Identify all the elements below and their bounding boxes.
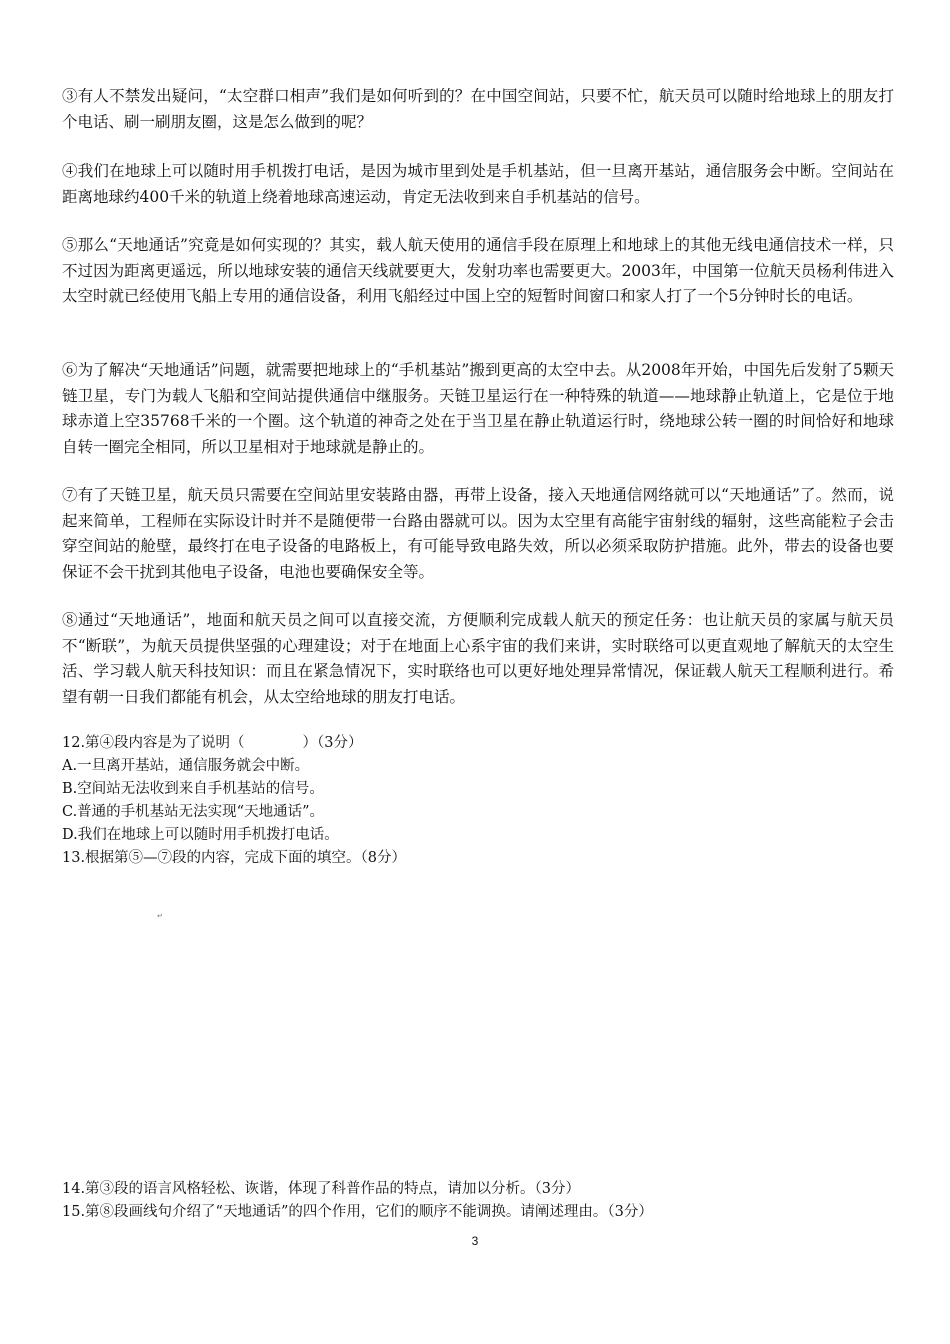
question-14: 14.第③段的语言风格轻松、诙谐，体现了科普作品的特点，请加以分析。（3分） [62, 1181, 581, 1197]
question-12-option-b: B.空间站无法收到来自手机基站的信号。 [62, 781, 324, 797]
question-12-option-c: C.普通的手机基站无法实现“天地通话”。 [62, 804, 325, 820]
paragraph-4: ④我们在地球上可以随时用手机拨打电话，是因为城市里到处是手机基站，但一旦离开基站，通信服务会中断。空间站在距离地球约400千米的轨道上绕着地球高速运动，肯定无法收到来自手机基站的信号。 [62, 162, 894, 206]
questions-14-15 [62, 1178, 894, 1224]
question-12-option-a: A.一旦离开基站，通信服务就会中断。 [62, 758, 310, 774]
paragraph-3: ③有人不禁发出疑问，“太空群口相声”我们是如何听到的？在中国空间站，只要不忙，航天员可以随时给地球上的朋友打个电话、刷一刷朋友圈，这是怎么做到的呢？ [62, 87, 894, 131]
paragraph-6: ⑥为了解决“天地通话”问题，就需要把地球上的“手机基站”搬到更高的太空中去。从2008年开始，中国先后发射了5颗天链卫星，专门为载人飞船和空间站提供通信中继服务。天链卫星运行在一种特殊的轨道——地球静止轨道上，它是位于地球赤道上空35768千米的一个圈。这个轨道的神奇之处在于当卫星在静止轨道运行时，绕地球公转一圈的时间恰好和地球自转一圈完全相同，所以卫星相对于地球就是静止的。 [62, 361, 894, 456]
paragraph-8: ⑧通过“天地通话”，地面和航天员之间可以直接交流，方便顺利完成载人航天的预定任务：也让航天员的家属与航天员不“断联”，为航天员提供坚强的心理建设；对于在地面上心系宇宙的我们来讲，实时联络可以更直观地了解航天的太空生活、学习载人航天科技知识：而且在紧急情况下，实时联络也可以更好地处理异常情况，保证载人航天工程顺利进行。希望有朝一日我们都能有机会，从太空给地球的朋友打电话。 [62, 611, 894, 706]
question-12-stem: 12.第④段内容是为了说明（ ）（3分） [62, 735, 363, 751]
paragraph-5: ⑤那么“天地通话”究竟是如何实现的？其实，载人航天使用的通信手段在原理上和地球上的其他无线电通信技术一样，只不过因为距离更遥远，所以地球安装的通信天线就要更大，发射功率也需要更大。2003年，中国第一位航天员杨利伟进入太空时就已经使用飞船上专用的通信设备，利用飞船经过中国上空的短暂时间窗口和家人打了一个5分钟时长的电话。 [62, 236, 894, 305]
question-12-option-d: D.我们在地球上可以随时用手机拨打电话。 [62, 827, 339, 843]
question-15: 15.第⑧段画线句介绍了“天地通话”的四个作用，它们的顺序不能调换。请阐述理由。（3分） [62, 1204, 653, 1220]
paragraph-7: ⑦有了天链卫星，航天员只需要在空间站里安装路由器，再带上设备，接入天地通信网络就可以“天地通话”了。然而，说起来简单，工程师在实际设计时并不是随便带一台路由器就可以。因为太空里有高能宇宙射线的辐射，这些高能粒子会击穿空间站的舱壁，最终打在电子设备的电路板上，有可能导致电路失效，所以必须采取防护措施。此外，带去的设备也要保证不会干扰到其他电子设备，电池也要确保安全等。 [62, 486, 894, 581]
paragraph-mark: ↵ [157, 912, 163, 920]
page-number: 3 [471, 1234, 479, 1248]
question-13: 13.根据第⑤—⑦段的内容，完成下面的填空。（8分） [62, 850, 407, 866]
question-12 [62, 732, 894, 870]
